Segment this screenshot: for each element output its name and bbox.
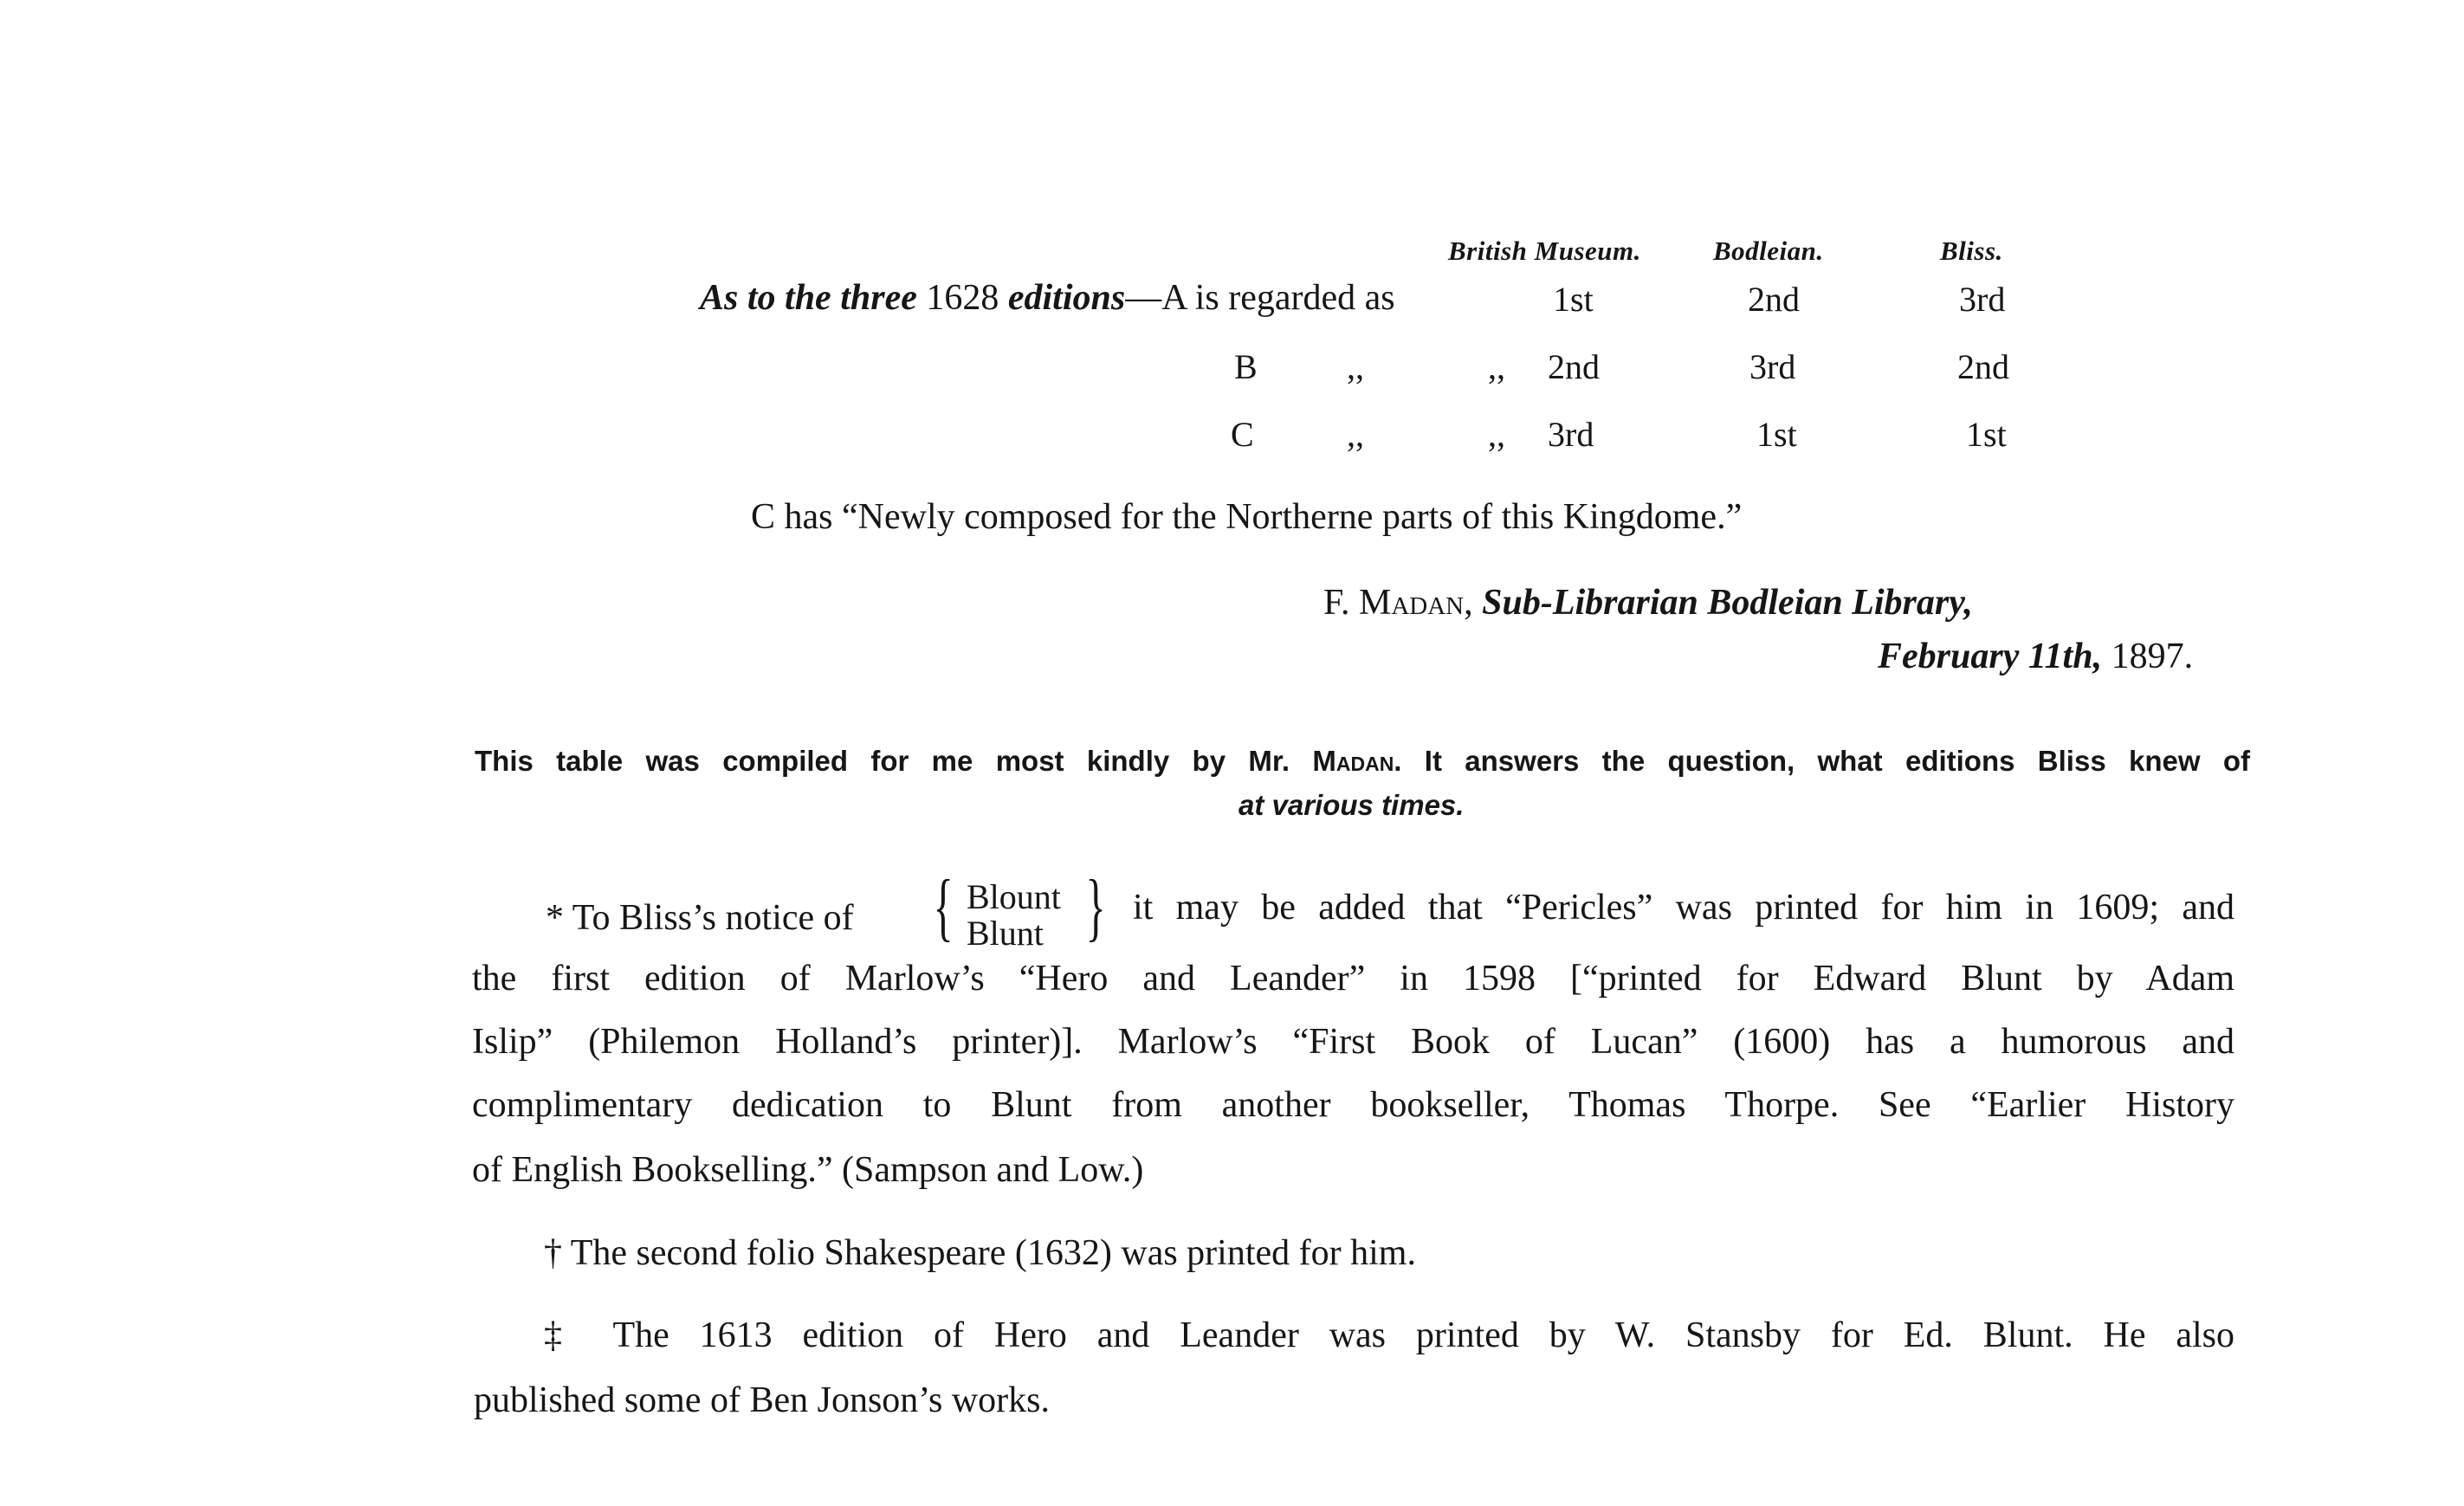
date-month: February [1878,637,2020,676]
date-year: 1897. [2111,637,2194,676]
date-day: 11th, [2027,637,2103,676]
lead-italic: As to the three [700,278,917,318]
cell-b-british-museum: 2nd [1548,347,1600,386]
cell-a-bliss: 3rd [1959,280,2006,319]
cell-b-bliss: 2nd [1957,347,2009,386]
cell-c-british-museum: 3rd [1548,415,1594,454]
footnote-star-line-4: complimentary dedication to Blunt from another bookseller, Thomas Thorpe. See “Earlier History [472,1085,2234,1125]
lead-editions: editions [1007,278,1126,318]
footnote-star-prefix: * To Bliss’s notice of [546,898,854,938]
compiler-note-line-1 [475,745,2250,778]
footnote-star-line-2: the first edition of Marlow’s “Hero and Leander” in 1598 [“printed for Edward Blunt by Adam [472,959,2234,999]
footnote-star-line-3: Islip” (Philemon Holland’s printer)]. Marlow’s “First Book of Lucan” (1600) has a humorous and [472,1022,2234,1062]
footnote-star-suffix: it may be added that “Pericles” was printed for him in 1609; and [1133,888,2234,928]
ditto-c-2: ,, [1488,415,1505,454]
column-header-bliss: Bliss. [1940,236,2003,266]
brace-open: { [933,865,954,949]
c-note-line: C has “Newly composed for the Northerne parts of this Kingdome.” [751,497,1743,537]
brace-close: } [1085,865,1106,949]
column-header-british-museum: British Museum. [1448,236,1641,266]
compiler-note-name: Madan. [1312,745,1402,777]
lead-regarded: —A is regarded as [1125,278,1395,318]
table-lead-text [700,277,1395,319]
footnote-double-dagger-line-2: published some of Ben Jonson’s works. [474,1380,1050,1420]
blount-blunt-brace [934,866,1135,961]
signature-date [1878,636,2193,677]
signature-prefix: F. [1323,583,1359,623]
brace-top-name: Blount [967,877,1061,916]
signature-name: Madan, [1359,583,1473,623]
brace-bottom-name: Blunt [967,914,1044,953]
cell-c-bodleian: 1st [1756,415,1797,454]
ditto-b-1: ,, [1347,347,1364,386]
footnote-star-line-5: of English Bookselling.” (Sampson and Low.) [472,1150,1144,1190]
compiler-note-a: This table was compiled for me most kindly by Mr. [475,745,1313,777]
cell-c-bliss: 1st [1966,415,2007,454]
footnote-dagger: † The second folio Shakespeare (1632) was printed for him. [544,1233,1416,1273]
ditto-c-1: ,, [1347,415,1364,454]
column-header-bodleian: Bodleian. [1713,236,1824,266]
signature-title: Sub-Librarian Bodleian Library, [1482,583,1973,623]
compiler-note-b: It answers the question, what editions Bliss knew of [1401,745,2250,777]
signature-line [1323,582,1973,624]
row-label-c: C [1231,415,1254,454]
cell-b-bodleian: 3rd [1749,347,1796,386]
cell-a-british-museum: 1st [1553,280,1594,319]
lead-year: 1628 [926,278,999,318]
cell-a-bodleian: 2nd [1748,280,1800,319]
compiler-note-line-2: at various times. [1238,789,1465,821]
row-label-b: B [1234,347,1258,386]
footnote-double-dagger-line-1: ‡ The 1613 edition of Hero and Leander was printed by W. Stansby for Ed. Blunt. He also [544,1315,2234,1355]
ditto-b-2: ,, [1488,347,1505,386]
